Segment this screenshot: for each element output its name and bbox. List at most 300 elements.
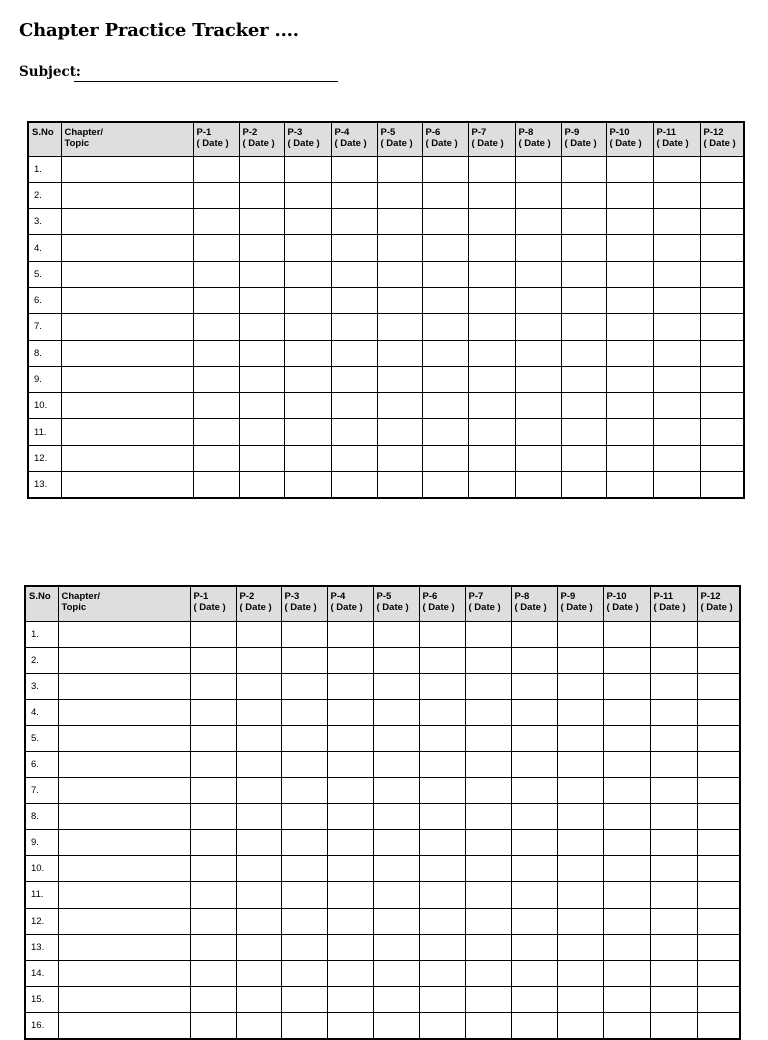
practice-date-cell[interactable] [327,699,373,725]
practice-date-cell[interactable] [465,856,511,882]
practice-date-cell[interactable] [377,393,422,419]
practice-date-cell[interactable] [377,209,422,235]
practice-date-cell[interactable] [327,751,373,777]
practice-date-cell[interactable] [511,856,557,882]
chapter-topic-cell[interactable] [58,960,190,986]
practice-date-cell[interactable] [465,621,511,647]
practice-date-cell[interactable] [515,235,561,261]
practice-date-cell[interactable] [422,314,468,340]
practice-date-cell[interactable] [697,778,740,804]
practice-date-cell[interactable] [650,960,697,986]
practice-date-cell[interactable] [561,445,606,471]
practice-date-cell[interactable] [515,156,561,182]
practice-date-cell[interactable] [700,209,744,235]
practice-date-cell[interactable] [557,673,603,699]
practice-date-cell[interactable] [697,647,740,673]
practice-date-cell[interactable] [606,235,653,261]
practice-date-cell[interactable] [603,960,650,986]
chapter-topic-cell[interactable] [61,261,193,287]
practice-date-cell[interactable] [284,366,331,392]
practice-date-cell[interactable] [377,287,422,313]
practice-date-cell[interactable] [327,673,373,699]
practice-date-cell[interactable] [190,725,236,751]
practice-date-cell[interactable] [700,287,744,313]
practice-date-cell[interactable] [190,751,236,777]
practice-date-cell[interactable] [697,804,740,830]
practice-date-cell[interactable] [239,340,284,366]
practice-date-cell[interactable] [511,1012,557,1038]
practice-date-cell[interactable] [557,934,603,960]
practice-date-cell[interactable] [653,209,700,235]
practice-date-cell[interactable] [422,445,468,471]
practice-date-cell[interactable] [603,986,650,1012]
practice-date-cell[interactable] [327,934,373,960]
practice-date-cell[interactable] [557,960,603,986]
practice-date-cell[interactable] [465,986,511,1012]
practice-date-cell[interactable] [239,182,284,208]
practice-date-cell[interactable] [511,908,557,934]
practice-date-cell[interactable] [422,156,468,182]
practice-date-cell[interactable] [557,908,603,934]
chapter-topic-cell[interactable] [61,314,193,340]
chapter-topic-cell[interactable] [58,725,190,751]
practice-date-cell[interactable] [284,314,331,340]
practice-date-cell[interactable] [331,419,377,445]
practice-date-cell[interactable] [468,261,515,287]
practice-date-cell[interactable] [419,830,465,856]
practice-date-cell[interactable] [284,445,331,471]
practice-date-cell[interactable] [284,261,331,287]
practice-date-cell[interactable] [284,393,331,419]
practice-date-cell[interactable] [468,340,515,366]
practice-date-cell[interactable] [281,934,327,960]
chapter-topic-cell[interactable] [58,934,190,960]
chapter-topic-cell[interactable] [58,751,190,777]
practice-date-cell[interactable] [465,673,511,699]
practice-date-cell[interactable] [193,235,239,261]
practice-date-cell[interactable] [327,647,373,673]
practice-date-cell[interactable] [377,340,422,366]
practice-date-cell[interactable] [419,621,465,647]
practice-date-cell[interactable] [653,314,700,340]
practice-date-cell[interactable] [373,673,419,699]
practice-date-cell[interactable] [373,778,419,804]
practice-date-cell[interactable] [419,1012,465,1038]
practice-date-cell[interactable] [377,182,422,208]
practice-date-cell[interactable] [468,182,515,208]
practice-date-cell[interactable] [603,699,650,725]
practice-date-cell[interactable] [561,182,606,208]
practice-date-cell[interactable] [650,882,697,908]
practice-date-cell[interactable] [373,751,419,777]
practice-date-cell[interactable] [606,182,653,208]
practice-date-cell[interactable] [239,209,284,235]
practice-date-cell[interactable] [373,699,419,725]
practice-date-cell[interactable] [373,856,419,882]
practice-date-cell[interactable] [650,621,697,647]
subject-line-field[interactable] [74,81,338,82]
practice-date-cell[interactable] [697,960,740,986]
practice-date-cell[interactable] [561,366,606,392]
chapter-topic-cell[interactable] [58,778,190,804]
practice-date-cell[interactable] [193,419,239,445]
practice-date-cell[interactable] [561,419,606,445]
practice-date-cell[interactable] [468,156,515,182]
practice-date-cell[interactable] [465,647,511,673]
practice-date-cell[interactable] [327,778,373,804]
practice-date-cell[interactable] [650,647,697,673]
practice-date-cell[interactable] [603,647,650,673]
practice-date-cell[interactable] [650,725,697,751]
practice-date-cell[interactable] [465,960,511,986]
practice-date-cell[interactable] [697,882,740,908]
practice-date-cell[interactable] [190,908,236,934]
practice-date-cell[interactable] [373,804,419,830]
practice-date-cell[interactable] [236,1012,281,1038]
practice-date-cell[interactable] [419,908,465,934]
practice-date-cell[interactable] [653,340,700,366]
practice-date-cell[interactable] [557,621,603,647]
practice-date-cell[interactable] [606,261,653,287]
practice-date-cell[interactable] [422,287,468,313]
practice-date-cell[interactable] [331,393,377,419]
practice-date-cell[interactable] [557,725,603,751]
chapter-topic-cell[interactable] [61,287,193,313]
practice-date-cell[interactable] [700,314,744,340]
practice-date-cell[interactable] [193,445,239,471]
practice-date-cell[interactable] [515,366,561,392]
chapter-topic-cell[interactable] [58,804,190,830]
practice-date-cell[interactable] [190,778,236,804]
practice-date-cell[interactable] [465,830,511,856]
practice-date-cell[interactable] [419,699,465,725]
practice-date-cell[interactable] [377,366,422,392]
practice-date-cell[interactable] [331,472,377,498]
practice-date-cell[interactable] [511,986,557,1012]
practice-date-cell[interactable] [515,182,561,208]
practice-date-cell[interactable] [284,182,331,208]
practice-date-cell[interactable] [700,472,744,498]
practice-date-cell[interactable] [511,621,557,647]
chapter-topic-cell[interactable] [61,235,193,261]
practice-date-cell[interactable] [700,445,744,471]
chapter-topic-cell[interactable] [58,1012,190,1038]
practice-date-cell[interactable] [515,445,561,471]
practice-date-cell[interactable] [236,804,281,830]
practice-date-cell[interactable] [653,182,700,208]
practice-date-cell[interactable] [606,445,653,471]
practice-date-cell[interactable] [603,725,650,751]
practice-date-cell[interactable] [284,419,331,445]
practice-date-cell[interactable] [377,472,422,498]
practice-date-cell[interactable] [422,209,468,235]
practice-date-cell[interactable] [239,445,284,471]
practice-date-cell[interactable] [653,235,700,261]
practice-date-cell[interactable] [511,882,557,908]
practice-date-cell[interactable] [557,751,603,777]
practice-date-cell[interactable] [511,830,557,856]
practice-date-cell[interactable] [281,673,327,699]
chapter-topic-cell[interactable] [58,986,190,1012]
practice-date-cell[interactable] [236,673,281,699]
chapter-topic-cell[interactable] [58,908,190,934]
practice-date-cell[interactable] [190,882,236,908]
practice-date-cell[interactable] [511,725,557,751]
practice-date-cell[interactable] [603,673,650,699]
practice-date-cell[interactable] [697,830,740,856]
practice-date-cell[interactable] [561,235,606,261]
practice-date-cell[interactable] [236,699,281,725]
practice-date-cell[interactable] [236,830,281,856]
practice-date-cell[interactable] [239,366,284,392]
practice-date-cell[interactable] [557,986,603,1012]
practice-date-cell[interactable] [193,393,239,419]
chapter-topic-cell[interactable] [58,882,190,908]
practice-date-cell[interactable] [239,235,284,261]
practice-date-cell[interactable] [468,472,515,498]
practice-date-cell[interactable] [422,235,468,261]
practice-date-cell[interactable] [190,986,236,1012]
practice-date-cell[interactable] [281,778,327,804]
practice-date-cell[interactable] [327,882,373,908]
practice-date-cell[interactable] [606,419,653,445]
practice-date-cell[interactable] [281,751,327,777]
practice-date-cell[interactable] [190,647,236,673]
practice-date-cell[interactable] [557,882,603,908]
practice-date-cell[interactable] [515,314,561,340]
practice-date-cell[interactable] [236,934,281,960]
practice-date-cell[interactable] [281,647,327,673]
chapter-topic-cell[interactable] [58,830,190,856]
practice-date-cell[interactable] [284,340,331,366]
practice-date-cell[interactable] [465,751,511,777]
practice-date-cell[interactable] [327,1012,373,1038]
practice-date-cell[interactable] [190,1012,236,1038]
practice-date-cell[interactable] [515,261,561,287]
practice-date-cell[interactable] [653,393,700,419]
practice-date-cell[interactable] [190,856,236,882]
practice-date-cell[interactable] [697,908,740,934]
practice-date-cell[interactable] [419,751,465,777]
practice-date-cell[interactable] [193,366,239,392]
practice-date-cell[interactable] [653,366,700,392]
practice-date-cell[interactable] [331,235,377,261]
practice-date-cell[interactable] [193,156,239,182]
practice-date-cell[interactable] [327,908,373,934]
practice-date-cell[interactable] [515,287,561,313]
chapter-topic-cell[interactable] [58,647,190,673]
practice-date-cell[interactable] [468,235,515,261]
practice-date-cell[interactable] [561,314,606,340]
practice-date-cell[interactable] [650,778,697,804]
practice-date-cell[interactable] [236,725,281,751]
practice-date-cell[interactable] [327,830,373,856]
practice-date-cell[interactable] [561,393,606,419]
practice-date-cell[interactable] [190,934,236,960]
practice-date-cell[interactable] [419,986,465,1012]
practice-date-cell[interactable] [422,261,468,287]
practice-date-cell[interactable] [239,393,284,419]
practice-date-cell[interactable] [653,472,700,498]
practice-date-cell[interactable] [511,751,557,777]
practice-date-cell[interactable] [465,778,511,804]
practice-date-cell[interactable] [377,445,422,471]
practice-date-cell[interactable] [193,182,239,208]
practice-date-cell[interactable] [373,986,419,1012]
practice-date-cell[interactable] [511,960,557,986]
practice-date-cell[interactable] [236,882,281,908]
practice-date-cell[interactable] [377,235,422,261]
practice-date-cell[interactable] [606,366,653,392]
practice-date-cell[interactable] [561,287,606,313]
practice-date-cell[interactable] [190,960,236,986]
practice-date-cell[interactable] [373,621,419,647]
practice-date-cell[interactable] [468,419,515,445]
practice-date-cell[interactable] [236,751,281,777]
practice-date-cell[interactable] [465,725,511,751]
chapter-topic-cell[interactable] [61,340,193,366]
practice-date-cell[interactable] [422,472,468,498]
practice-date-cell[interactable] [281,960,327,986]
practice-date-cell[interactable] [603,908,650,934]
practice-date-cell[interactable] [700,156,744,182]
practice-date-cell[interactable] [697,856,740,882]
chapter-topic-cell[interactable] [61,366,193,392]
practice-date-cell[interactable] [377,314,422,340]
practice-date-cell[interactable] [511,673,557,699]
practice-date-cell[interactable] [327,621,373,647]
practice-date-cell[interactable] [697,725,740,751]
practice-date-cell[interactable] [281,699,327,725]
practice-date-cell[interactable] [373,882,419,908]
practice-date-cell[interactable] [697,673,740,699]
practice-date-cell[interactable] [557,1012,603,1038]
practice-date-cell[interactable] [190,673,236,699]
chapter-topic-cell[interactable] [58,856,190,882]
practice-date-cell[interactable] [511,934,557,960]
practice-date-cell[interactable] [331,156,377,182]
practice-date-cell[interactable] [331,445,377,471]
practice-date-cell[interactable] [377,261,422,287]
practice-date-cell[interactable] [236,856,281,882]
practice-date-cell[interactable] [515,340,561,366]
practice-date-cell[interactable] [377,156,422,182]
practice-date-cell[interactable] [468,445,515,471]
practice-date-cell[interactable] [422,419,468,445]
practice-date-cell[interactable] [327,960,373,986]
practice-date-cell[interactable] [653,445,700,471]
practice-date-cell[interactable] [239,472,284,498]
practice-date-cell[interactable] [700,235,744,261]
practice-date-cell[interactable] [561,261,606,287]
practice-date-cell[interactable] [284,287,331,313]
practice-date-cell[interactable] [193,314,239,340]
practice-date-cell[interactable] [606,472,653,498]
practice-date-cell[interactable] [419,856,465,882]
practice-date-cell[interactable] [700,393,744,419]
practice-date-cell[interactable] [468,209,515,235]
practice-date-cell[interactable] [373,908,419,934]
practice-date-cell[interactable] [561,209,606,235]
practice-date-cell[interactable] [281,908,327,934]
practice-date-cell[interactable] [697,986,740,1012]
practice-date-cell[interactable] [193,209,239,235]
practice-date-cell[interactable] [465,882,511,908]
practice-date-cell[interactable] [419,960,465,986]
practice-date-cell[interactable] [697,699,740,725]
practice-date-cell[interactable] [606,287,653,313]
practice-date-cell[interactable] [606,314,653,340]
practice-date-cell[interactable] [193,472,239,498]
practice-date-cell[interactable] [331,366,377,392]
practice-date-cell[interactable] [331,261,377,287]
practice-date-cell[interactable] [515,393,561,419]
practice-date-cell[interactable] [700,340,744,366]
practice-date-cell[interactable] [603,856,650,882]
practice-date-cell[interactable] [557,804,603,830]
practice-date-cell[interactable] [281,1012,327,1038]
practice-date-cell[interactable] [281,830,327,856]
practice-date-cell[interactable] [650,673,697,699]
practice-date-cell[interactable] [190,804,236,830]
practice-date-cell[interactable] [561,156,606,182]
practice-date-cell[interactable] [606,393,653,419]
practice-date-cell[interactable] [557,778,603,804]
practice-date-cell[interactable] [603,778,650,804]
practice-date-cell[interactable] [700,419,744,445]
practice-date-cell[interactable] [561,340,606,366]
practice-date-cell[interactable] [603,934,650,960]
practice-date-cell[interactable] [650,751,697,777]
practice-date-cell[interactable] [650,908,697,934]
practice-date-cell[interactable] [239,261,284,287]
practice-date-cell[interactable] [331,182,377,208]
practice-date-cell[interactable] [373,1012,419,1038]
chapter-topic-cell[interactable] [61,156,193,182]
practice-date-cell[interactable] [653,261,700,287]
practice-date-cell[interactable] [284,235,331,261]
practice-date-cell[interactable] [603,882,650,908]
practice-date-cell[interactable] [650,1012,697,1038]
practice-date-cell[interactable] [606,156,653,182]
practice-date-cell[interactable] [239,314,284,340]
chapter-topic-cell[interactable] [61,182,193,208]
practice-date-cell[interactable] [193,261,239,287]
practice-date-cell[interactable] [653,156,700,182]
chapter-topic-cell[interactable] [61,419,193,445]
practice-date-cell[interactable] [373,830,419,856]
practice-date-cell[interactable] [331,340,377,366]
practice-date-cell[interactable] [422,340,468,366]
practice-date-cell[interactable] [284,209,331,235]
practice-date-cell[interactable] [239,156,284,182]
practice-date-cell[interactable] [331,209,377,235]
practice-date-cell[interactable] [236,647,281,673]
practice-date-cell[interactable] [281,725,327,751]
practice-date-cell[interactable] [284,156,331,182]
chapter-topic-cell[interactable] [58,621,190,647]
practice-date-cell[interactable] [281,856,327,882]
practice-date-cell[interactable] [373,725,419,751]
practice-date-cell[interactable] [650,986,697,1012]
practice-date-cell[interactable] [606,209,653,235]
practice-date-cell[interactable] [515,209,561,235]
practice-date-cell[interactable] [465,804,511,830]
practice-date-cell[interactable] [190,699,236,725]
practice-date-cell[interactable] [327,804,373,830]
practice-date-cell[interactable] [284,472,331,498]
practice-date-cell[interactable] [468,393,515,419]
